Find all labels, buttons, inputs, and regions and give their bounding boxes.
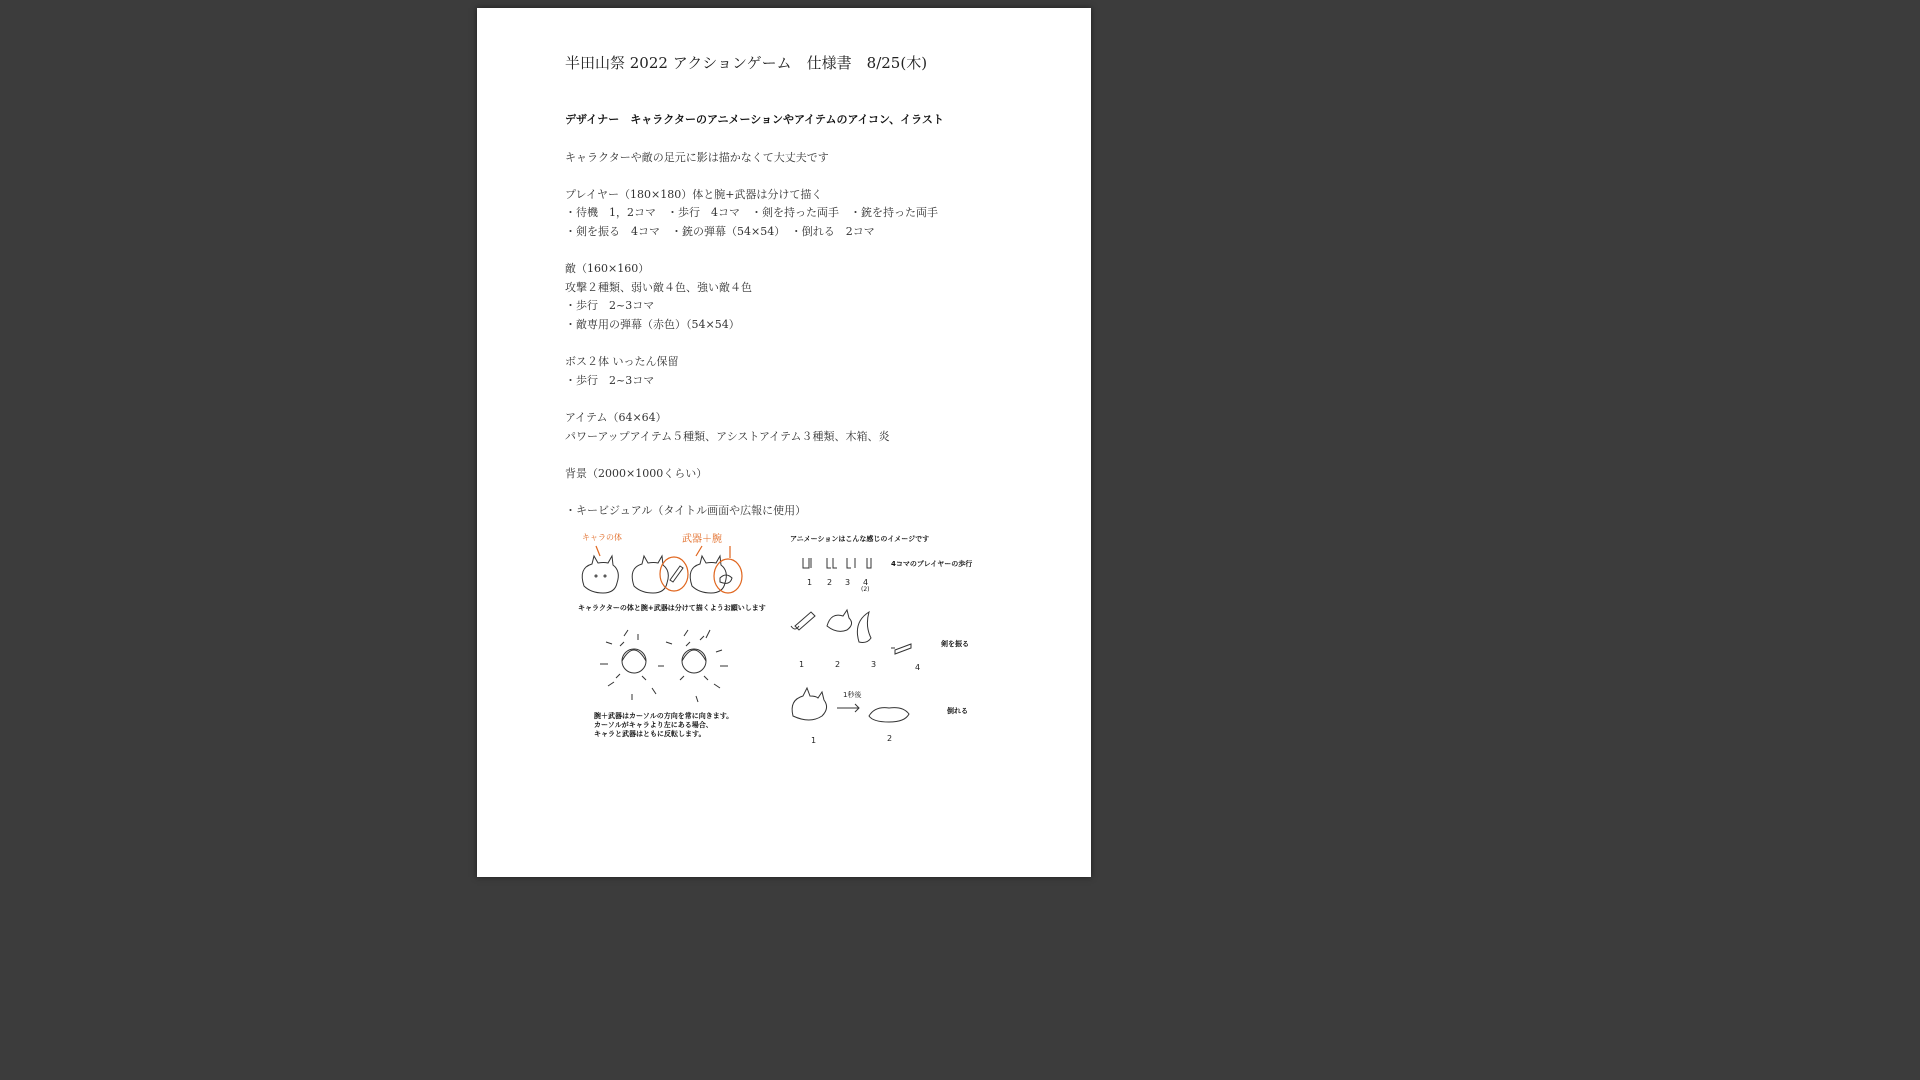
- fall-frame-2: 2: [887, 734, 893, 743]
- page-title: 半田山祭 2022 アクションゲーム 仕様書 8/25(木): [565, 54, 928, 72]
- text-line: 敵（160×160）: [565, 262, 650, 275]
- figure-character-parts: [572, 526, 772, 741]
- walk-frame-2: 2: [827, 578, 833, 587]
- swing-label: 剣を振る: [941, 640, 969, 648]
- text-line: ボス２体 いったん保留: [565, 355, 679, 368]
- walk-frame-note: (2): [861, 586, 870, 593]
- caption-cursor-1: 腕＋武器はカーソルの方向を常に向きます。: [594, 712, 734, 720]
- fall-arrow-note: 1秒後: [843, 691, 862, 699]
- caption-parts: キャラクターの体と腕+武器は分けて描くようお願いします: [578, 604, 766, 612]
- animation-heading: アニメーションはこんな感じのイメージです: [790, 535, 930, 543]
- swing-frame-3: 3: [871, 660, 877, 669]
- text-line: ・歩行 2~3コマ: [565, 374, 655, 387]
- walk-label: 4コマのプレイヤーの歩行: [891, 560, 973, 568]
- caption-cursor-2: カーソルがキャラより左にある場合、: [594, 721, 713, 729]
- walk-frame-3: 3: [845, 578, 851, 587]
- sword-swing-sketch: [787, 600, 927, 660]
- figure-animation-examples: [787, 528, 987, 750]
- fall-frame-1: 1: [811, 736, 817, 745]
- note-weapon-arm: 武器＋腕: [682, 534, 722, 545]
- text-line: アイテム（64×64）: [565, 411, 667, 424]
- text-line: プレイヤー（180×180）体と腕+武器は分けて描く: [565, 188, 823, 201]
- text-line: ・キービジュアル（タイトル画面や広報に使用）: [565, 504, 807, 517]
- cursor-direction-sketch: [572, 616, 772, 706]
- text-line: ・敵専用の弾幕（赤色）（54×54）: [565, 318, 740, 331]
- swing-frame-2: 2: [835, 660, 841, 669]
- text-line: ・待機 1，2コマ ・歩行 4コマ ・剣を持った両手 ・銃を持った両手: [565, 206, 938, 219]
- note-character-body: キャラの体: [582, 533, 622, 542]
- text-line: 背景（2000×1000くらい）: [565, 467, 708, 480]
- walk-frame-1: 1: [807, 578, 813, 587]
- caption-cursor-3: キャラと武器はともに反転します。: [594, 730, 706, 738]
- text-line: ・歩行 2~3コマ: [565, 299, 655, 312]
- walk-frame-4: 4: [863, 578, 869, 587]
- text-line: キャラクターや敵の足元に影は描かなくて大丈夫です: [565, 151, 829, 164]
- document-page: [477, 8, 1091, 877]
- swing-frame-1: 1: [799, 660, 805, 669]
- swing-frame-4: 4: [915, 663, 921, 672]
- section-heading: デザイナー キャラクターのアニメーションやアイテムのアイコン、イラスト: [565, 113, 944, 126]
- text-line: パワーアップアイテム５種類、アシストアイテム３種類、木箱、炎: [565, 430, 890, 443]
- text-line: 攻撃２種類、弱い敵４色、強い敵４色: [565, 281, 752, 294]
- text-line: ・剣を振る 4コマ ・銃の弾幕（54×54） ・倒れる 2コマ: [565, 225, 875, 238]
- fall-label: 倒れる: [947, 707, 968, 715]
